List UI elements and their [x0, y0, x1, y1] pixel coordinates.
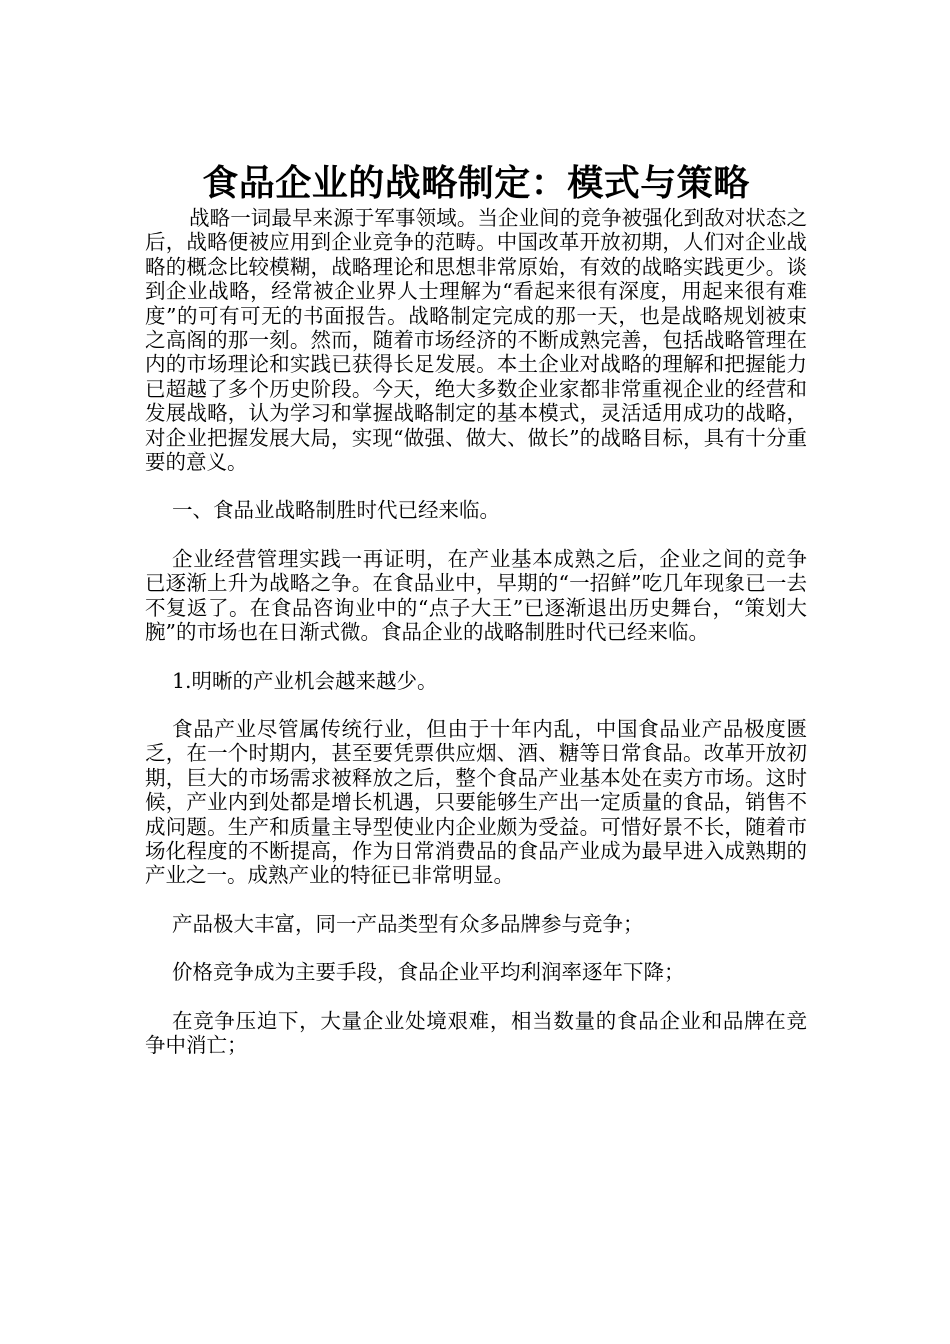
subsection-heading-1: 1.明晰的产业机会越来越少。 — [172, 668, 438, 693]
paragraph-spacer — [145, 523, 807, 547]
document-body — [145, 162, 807, 1057]
intro-paragraph: 战略一词最早来源于军事领域。当企业间的竞争被强化到敌对状态之后，战略便被应用到企业竞争的范畴。中国改革开放初期，人们对企业战略的概念比较模糊，战略理论和思想非常原始，有效的战略实践更少。谈到企业战略，经常被企业界人士理解为“看起来很有深度，用起来很有难度”的可有可无的书面报告。战略制定完成的那一天，也是战略规划被束之高阁的那一刻。然而，随着市场经济的不断成熟完善，包括战略管理在内的市场理论和实践已获得长足发展。本土企业对战略的理解和把握能力已超越了多个历史阶段。今天，绝大多数企业家都非常重视企业的经营和发展战略，认为学习和掌握战略制定的基本模式，灵活适用成功的战略，对企业把握发展大局，实现“做强、做大、做长”的战略目标，具有十分重要的意义。 — [145, 206, 807, 475]
list-item: 产品极大丰富，同一产品类型有众多品牌参与竞争； — [172, 911, 644, 936]
body-paragraph: 食品产业尽管属传统行业，但由于十年内乱，中国食品业产品极度匮乏，在一个时期内，甚至要凭票供应烟、酒、糖等日常食品。改革开放初期，巨大的市场需求被释放之后，整个食品产业基本处在卖方市场。这时候，产业内到处都是增长机遇，只要能够生产出一定质量的食品，销售不成问题。生产和质量主导型使业内企业颇为受益。可惜好景不长，随着市场化程度的不断提高，作为日常消费品的食品产业成为最早进入成熟期的产业之一。成熟产业的特征已非常明显。 — [145, 716, 807, 888]
paragraph-spacer — [145, 936, 807, 960]
section-heading-1: 一、食品业战略制胜时代已经来临。 — [172, 498, 500, 523]
paragraph-spacer — [145, 693, 807, 717]
paragraph-spacer — [145, 474, 807, 498]
paragraph-spacer — [145, 985, 807, 1009]
paragraph-spacer — [145, 645, 807, 669]
list-item: 价格竞争成为主要手段，食品企业平均利润率逐年下降； — [172, 960, 685, 985]
paragraph-spacer — [145, 888, 807, 912]
list-item: 在竞争压迫下，大量企业处境艰难，相当数量的食品企业和品牌在竞争中消亡； — [145, 1008, 807, 1057]
body-paragraph: 企业经营管理实践一再证明，在产业基本成熟之后，企业之间的竞争已逐渐上升为战略之争。在食品业中，早期的“一招鲜”吃几年现象已一去不复返了。在食品咨询业中的“点子大王”已逐渐退出历史舞台，“策划大腕”的市场也在日渐式微。食品企业的战略制胜时代已经来临。 — [145, 546, 807, 645]
document-title: 食品企业的战略制定：模式与策略 — [202, 163, 750, 204]
